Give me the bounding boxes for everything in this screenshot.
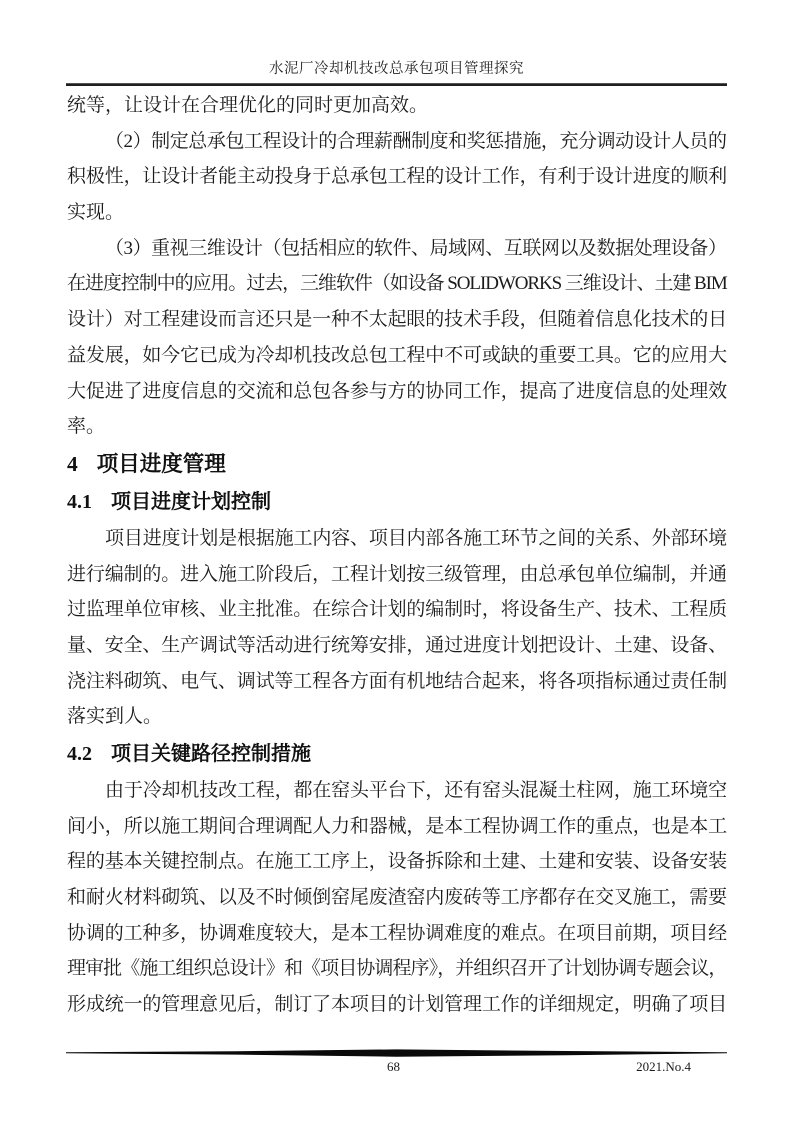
text-line bbox=[67, 124, 727, 160]
text-line bbox=[67, 844, 727, 880]
text-line bbox=[67, 664, 727, 700]
text-line bbox=[67, 338, 727, 374]
section-heading bbox=[67, 735, 727, 773]
text-line-content: （2）制定总承包工程设计的合理薪酬制度和奖惩措施，充分调动设计人员的 bbox=[105, 130, 727, 152]
paragraph bbox=[67, 124, 727, 231]
text-line-content: 益发展，如今它已成为冷却机技改总包工程中不可或缺的重要工具。它的应用大 bbox=[67, 344, 728, 366]
text-line-content: 实现。 bbox=[67, 202, 125, 224]
section-heading bbox=[67, 483, 727, 521]
page-footer bbox=[66, 1049, 727, 1077]
text-line-content: 和耐火材料砌筑、以及不时倾倒窑尾废渣窑内废砖等工序都存在交叉施工，需要 bbox=[67, 887, 728, 909]
heading-number: 4.1 bbox=[67, 490, 92, 513]
text-line-content: 设计）对工程建设而言还只是一种不太起眼的技术手段，但随着信息化技术的日 bbox=[67, 309, 728, 331]
text-line bbox=[67, 88, 727, 124]
text-line bbox=[67, 592, 727, 628]
text-line bbox=[67, 880, 727, 916]
heading-title: 项目关键路径控制措施 bbox=[111, 743, 311, 765]
issue-number-label: 2021.No.4 bbox=[636, 1059, 691, 1074]
text-line-content: 积极性，让设计者能主动投身于总承包工程的设计工作，有利于设计进度的顺利 bbox=[67, 166, 728, 188]
text-line bbox=[67, 374, 727, 410]
text-line-content: 项目进度计划是根据施工内容、项目内部各施工环节之间的关系、外部环境 bbox=[105, 527, 728, 549]
text-line-content: （3）重视三维设计（包括相应的软件、局域网、互联网以及数据处理设备） bbox=[105, 237, 727, 259]
paragraph bbox=[67, 231, 727, 445]
text-line bbox=[67, 987, 727, 1023]
text-line-content: 协调的工种多，协调难度较大，是本工程协调难度的难点。在项目前期，项目经 bbox=[67, 922, 728, 944]
text-line bbox=[67, 699, 727, 735]
text-line bbox=[67, 195, 727, 231]
heading-title: 项目进度计划控制 bbox=[111, 490, 271, 513]
text-line bbox=[67, 231, 727, 267]
text-line-content: 大促进了进度信息的交流和总包各参与方的协同工作，提高了进度信息的处理效 bbox=[67, 380, 728, 402]
text-line-content: 程的基本关键控制点。在施工工序上，设备拆除和土建、土建和安装、设备安装 bbox=[67, 851, 728, 873]
text-line-content: 浇注料砌筑、电气、调试等工程各方面有机地结合起来，将各项指标通过责任制 bbox=[67, 670, 728, 692]
text-line-content: 统等，让设计在合理优化的同时更加高效。 bbox=[67, 95, 429, 116]
heading-number: 4.2 bbox=[67, 743, 92, 765]
text-line-content: 率。 bbox=[67, 416, 106, 438]
text-line-content: 进行编制的。进入施工阶段后，工程计划按三级管理，由总承包单位编制，并通 bbox=[67, 563, 728, 585]
paragraph bbox=[67, 773, 727, 1023]
text-line bbox=[67, 409, 727, 445]
text-line bbox=[67, 773, 727, 809]
text-line bbox=[67, 302, 727, 338]
text-line bbox=[67, 266, 727, 302]
document-body bbox=[67, 88, 727, 1023]
heading-number: 4 bbox=[67, 451, 78, 476]
section-heading bbox=[67, 445, 727, 483]
page-number-label: 68 bbox=[387, 1059, 400, 1074]
footer-row bbox=[66, 1059, 727, 1077]
text-line bbox=[67, 557, 727, 593]
text-line-content: 理审批《施工组织总设计》和《项目协调程序》，并组织召开了计划协调专题会议， bbox=[67, 958, 727, 980]
running-head-title: 水泥厂冷却机技改总承包项目管理探究 bbox=[269, 61, 524, 77]
text-line-content: 在进度控制中的应用。过去，三维软件（如设备 SOLIDWORKS 三维设计、土建 BIM bbox=[67, 273, 727, 295]
footer-rule bbox=[66, 1049, 727, 1057]
heading-title: 项目进度管理 bbox=[96, 451, 226, 476]
text-line bbox=[67, 628, 727, 664]
text-line bbox=[67, 521, 727, 557]
text-line bbox=[67, 809, 727, 845]
header-rule bbox=[66, 83, 727, 86]
text-line bbox=[67, 951, 727, 987]
text-line-content: 过监理单位审核、业主批准。在综合计划的编制时，将设备生产、技术、工程质 bbox=[67, 599, 728, 621]
text-line-content: 由于冷却机技改工程，都在窑头平台下，还有窑头混凝土柱网，施工环境空 bbox=[105, 780, 728, 801]
text-line bbox=[67, 916, 727, 952]
text-line-content: 形成统一的管理意见后，制订了本项目的计划管理工作的详细规定，明确了项目 bbox=[67, 994, 728, 1016]
text-line bbox=[67, 159, 727, 195]
paragraph bbox=[67, 521, 727, 735]
text-line-content: 落实到人。 bbox=[67, 706, 163, 728]
paragraph bbox=[67, 88, 727, 124]
text-line-content: 间小，所以施工期间合理调配人力和器械，是本工程协调工作的重点，也是本工 bbox=[67, 815, 728, 837]
text-line-content: 量、安全、生产调试等活动进行统筹安排，通过进度计划把设计、土建、设备、 bbox=[67, 634, 728, 656]
